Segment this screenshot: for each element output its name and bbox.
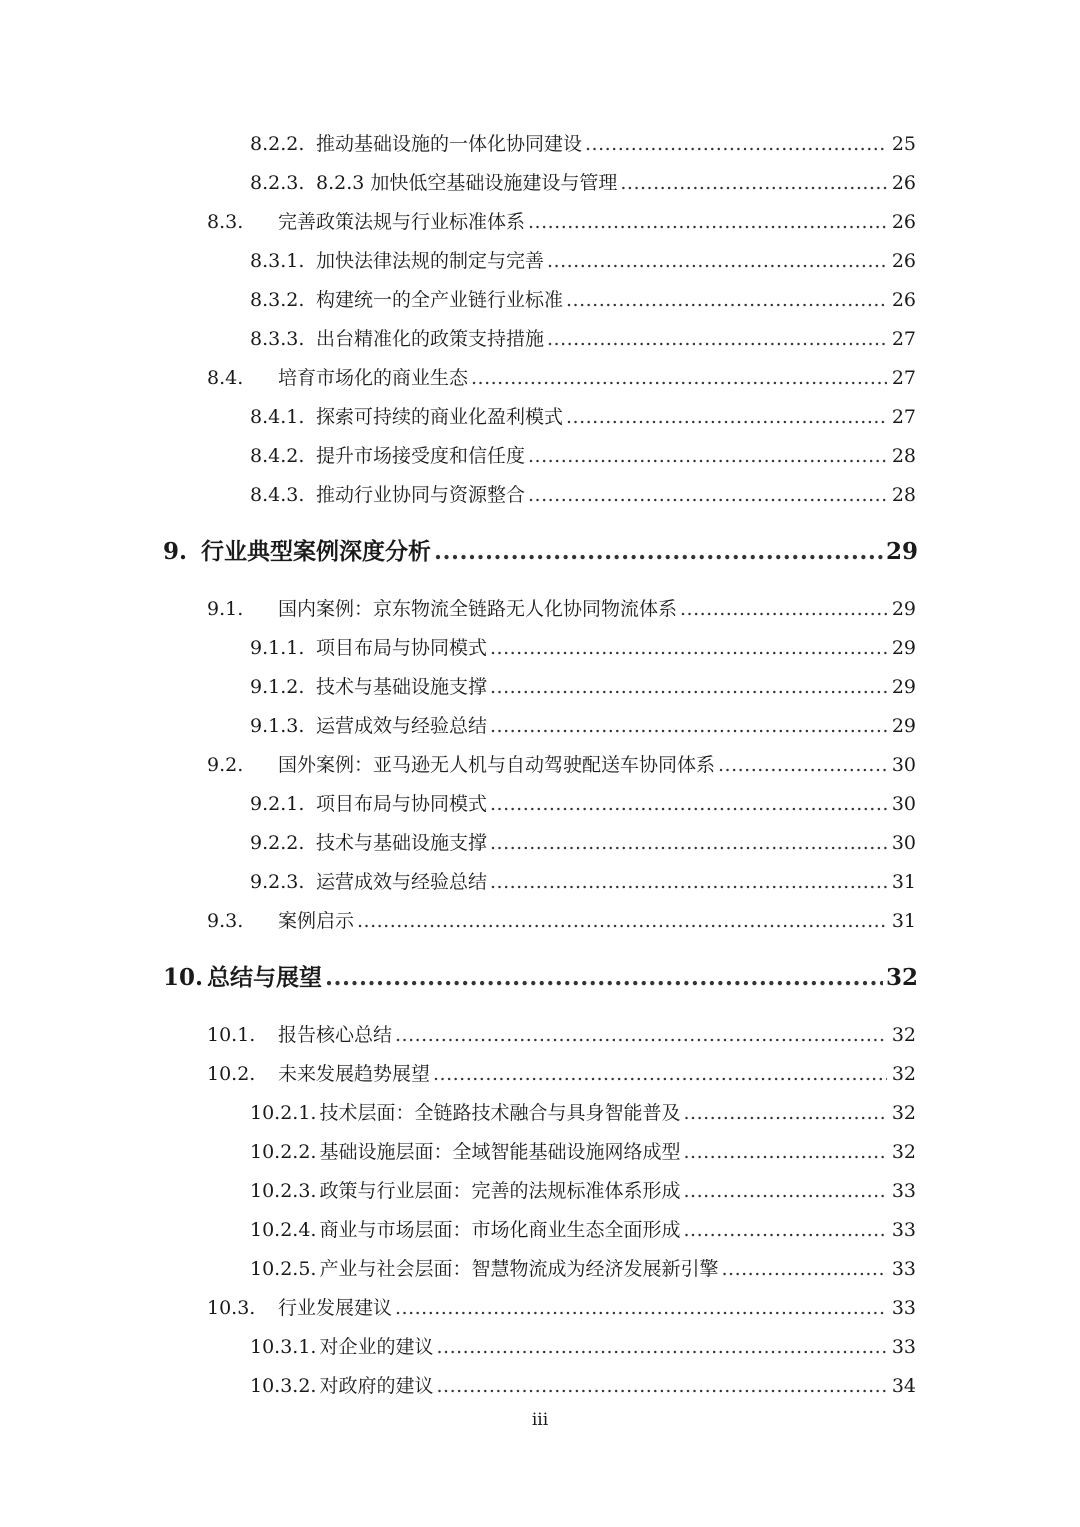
toc-entry-title: 国外案例：亚马逊无人机与自动驾驶配送车协同体系: [278, 754, 716, 776]
toc-leader-dots: [528, 476, 887, 515]
toc-entry: [0, 902, 1080, 941]
toc-entry: [0, 398, 1080, 437]
toc-entry: [0, 1172, 1080, 1211]
toc-entry-number: 8.3.1.: [250, 250, 305, 272]
toc-chapter-page: 29: [886, 538, 919, 565]
toc-entry: [0, 1211, 1080, 1250]
toc-entry-page: 32: [891, 1141, 916, 1163]
toc-entry: [0, 629, 1080, 668]
toc-entry-page: 31: [891, 910, 916, 932]
toc-entry: [0, 1016, 1080, 1055]
toc-chapter-title: 总结与展望: [207, 964, 323, 991]
toc-entry: [0, 359, 1080, 398]
toc-entry-title: 产业与社会层面：智慧物流成为经济发展新引擎: [319, 1258, 719, 1280]
toc-entry: [0, 476, 1080, 515]
toc-entry-number: 8.4.: [207, 367, 244, 389]
toc-entry-number: 10.2.5.: [250, 1258, 317, 1280]
toc-entry-page: 26: [891, 289, 916, 311]
toc-entry-number: 9.2.3.: [250, 871, 305, 893]
toc-entry-page: 27: [891, 406, 916, 428]
toc-entry-page: 33: [891, 1180, 916, 1202]
toc-entry: [0, 707, 1080, 746]
toc-entry-number: 10.3.1.: [250, 1336, 317, 1358]
toc-leader-dots: [490, 785, 887, 824]
toc-leader-dots: [718, 746, 887, 785]
toc-leader-dots: [490, 824, 887, 863]
toc-entry: [0, 668, 1080, 707]
toc-entry-page: 29: [891, 715, 916, 737]
toc-entry-number: 8.4.3.: [250, 484, 305, 506]
toc-entry-title: 基础设施层面：全域智能基础设施网络成型: [319, 1141, 681, 1163]
toc-entry: [0, 1055, 1080, 1094]
toc-leader-dots: [722, 1250, 888, 1289]
toc-entry-page: 33: [891, 1297, 916, 1319]
toc-leader-dots: [395, 1289, 887, 1328]
toc-entry-number: 10.2.1.: [250, 1102, 317, 1124]
toc-entry-title: 技术与基础设施支撑: [316, 832, 488, 854]
toc-entry-number: 9.1.2.: [250, 676, 305, 698]
toc-entry: [0, 1094, 1080, 1133]
toc-entry-page: 29: [891, 676, 916, 698]
toc-entry-page: 30: [891, 754, 916, 776]
toc-leader-dots: [437, 1367, 888, 1406]
toc-entry-title: 培育市场化的商业生态: [278, 367, 469, 389]
toc-leader-dots: [547, 320, 887, 359]
toc-entry-number: 10.1.: [207, 1024, 256, 1046]
toc-entry-page: 30: [891, 793, 916, 815]
toc-entry-page: 26: [891, 172, 916, 194]
toc-entry-page: 25: [891, 133, 916, 155]
toc-entry: [0, 281, 1080, 320]
toc-entry-number: 8.3.: [207, 211, 244, 233]
toc-leader-dots: [684, 1094, 888, 1133]
toc-leader-dots: [528, 203, 887, 242]
toc-entry-page: 26: [891, 250, 916, 272]
toc-entry-page: 32: [891, 1102, 916, 1124]
toc-entry-page: 34: [891, 1375, 916, 1397]
toc-entry: [0, 203, 1080, 242]
toc-entry: [0, 164, 1080, 203]
toc-entry-number: 10.3.: [207, 1297, 256, 1319]
toc-entry-page: 28: [891, 445, 916, 467]
toc-entry: [0, 590, 1080, 629]
toc-entry-number: 10.3.2.: [250, 1375, 317, 1397]
toc-leader-dots: [684, 1172, 888, 1211]
toc-entry-page: 33: [891, 1219, 916, 1241]
toc-entry-title: 加快法律法规的制定与完善: [316, 250, 545, 272]
toc-entry-number: 8.3.3.: [250, 328, 305, 350]
toc-leader-dots: [433, 1055, 887, 1094]
toc-entry-page: 29: [891, 637, 916, 659]
toc-entry-title: 行业发展建议: [278, 1297, 393, 1319]
toc-entry-title: 8.2.3 加快低空基础设施建设与管理: [316, 172, 618, 194]
toc-entry-page: 32: [891, 1063, 916, 1085]
toc-entry: [0, 785, 1080, 824]
toc-entry-title: 商业与市场层面：市场化商业生态全面形成: [319, 1219, 681, 1241]
toc-entry-title: 国内案例：京东物流全链路无人化协同物流体系: [278, 598, 678, 620]
toc-leader-dots: [528, 437, 887, 476]
toc-entry-page: 30: [891, 832, 916, 854]
toc-chapter-page: 32: [886, 964, 919, 991]
toc-entry-title: 出台精准化的政策支持措施: [316, 328, 545, 350]
toc-entry-number: 9.2.2.: [250, 832, 305, 854]
page-number-footer: iii: [531, 1410, 549, 1430]
toc-entry: [0, 1328, 1080, 1367]
toc-entry-title: 报告核心总结: [278, 1024, 393, 1046]
toc-leader-dots: [684, 1211, 888, 1250]
toc-entry-page: 33: [891, 1336, 916, 1358]
toc-entry-number: 10.2.2.: [250, 1141, 317, 1163]
toc-entry-number: 10.2.4.: [250, 1219, 317, 1241]
toc-leader-dots: [490, 668, 887, 707]
toc-leader-dots: [566, 398, 887, 437]
table-of-contents: [0, 125, 1080, 1406]
toc-entry-title: 运营成效与经验总结: [316, 715, 488, 737]
toc-entry-number: 8.2.2.: [250, 133, 305, 155]
toc-leader-dots: [434, 533, 883, 571]
toc-entry-title: 探索可持续的商业化盈利模式: [316, 406, 564, 428]
toc-entry-title: 推动基础设施的一体化协同建设: [316, 133, 583, 155]
toc-entry-title: 未来发展趋势展望: [278, 1063, 431, 1085]
toc-entry-number: 10.2.: [207, 1063, 256, 1085]
toc-entry-title: 技术与基础设施支撑: [316, 676, 488, 698]
toc-entry-number: 9.1.3.: [250, 715, 305, 737]
toc-leader-dots: [680, 590, 887, 629]
toc-leader-dots: [620, 164, 887, 203]
toc-entry-page: 29: [891, 598, 916, 620]
toc-entry-number: 8.2.3.: [250, 172, 305, 194]
toc-entry-title: 推动行业协同与资源整合: [316, 484, 526, 506]
toc-entry-number: 8.4.2.: [250, 445, 305, 467]
toc-entry: [0, 242, 1080, 281]
toc-entry: [0, 437, 1080, 476]
toc-leader-dots: [325, 959, 883, 997]
toc-entry-title: 对企业的建议: [319, 1336, 434, 1358]
toc-entry-page: 28: [891, 484, 916, 506]
toc-entry-title: 技术层面：全链路技术融合与具身智能普及: [319, 1102, 681, 1124]
toc-chapter-number: 9.: [163, 538, 188, 565]
toc-entry-number: 9.1.1.: [250, 637, 305, 659]
toc-chapter-number: 10.: [163, 964, 204, 991]
toc-leader-dots: [585, 125, 887, 164]
toc-entry: [0, 1289, 1080, 1328]
toc-entry-page: 26: [891, 211, 916, 233]
toc-entry-number: 8.3.2.: [250, 289, 305, 311]
toc-chapter-title: 行业典型案例深度分析: [201, 538, 431, 565]
toc-entry-page: 31: [891, 871, 916, 893]
toc-entry-page: 27: [891, 367, 916, 389]
toc-entry-number: 9.1.: [207, 598, 244, 620]
toc-entry-title: 案例启示: [278, 910, 355, 932]
toc-entry-title: 项目布局与协同模式: [316, 793, 488, 815]
toc-entry-title: 项目布局与协同模式: [316, 637, 488, 659]
toc-entry-number: 9.2.: [207, 754, 244, 776]
toc-leader-dots: [490, 629, 887, 668]
toc-entry-number: 9.2.1.: [250, 793, 305, 815]
toc-entry-number: 10.2.3.: [250, 1180, 317, 1202]
toc-entry-page: 33: [891, 1258, 916, 1280]
toc-entry-title: 提升市场接受度和信任度: [316, 445, 526, 467]
toc-leader-dots: [547, 242, 887, 281]
toc-leader-dots: [490, 863, 887, 902]
toc-leader-dots: [437, 1328, 888, 1367]
toc-entry-title: 政策与行业层面：完善的法规标准体系形成: [319, 1180, 681, 1202]
toc-entry: [0, 746, 1080, 785]
toc-leader-dots: [357, 902, 887, 941]
toc-entry-title: 构建统一的全产业链行业标准: [316, 289, 564, 311]
toc-chapter-heading: [0, 533, 1080, 571]
toc-leader-dots: [471, 359, 887, 398]
toc-entry: [0, 125, 1080, 164]
toc-entry: [0, 320, 1080, 359]
toc-entry-number: 9.3.: [207, 910, 244, 932]
toc-entry-title: 运营成效与经验总结: [316, 871, 488, 893]
toc-entry: [0, 1250, 1080, 1289]
toc-leader-dots: [395, 1016, 887, 1055]
toc-entry-page: 27: [891, 328, 916, 350]
toc-leader-dots: [490, 707, 887, 746]
toc-leader-dots: [684, 1133, 888, 1172]
toc-entry: [0, 863, 1080, 902]
toc-entry: [0, 824, 1080, 863]
toc-entry-title: 对政府的建议: [319, 1375, 434, 1397]
toc-chapter-heading: [0, 959, 1080, 997]
toc-entry-title: 完善政策法规与行业标准体系: [278, 211, 526, 233]
toc-leader-dots: [566, 281, 887, 320]
toc-entry-page: 32: [891, 1024, 916, 1046]
toc-entry: [0, 1133, 1080, 1172]
toc-entry: [0, 1367, 1080, 1406]
toc-entry-number: 8.4.1.: [250, 406, 305, 428]
